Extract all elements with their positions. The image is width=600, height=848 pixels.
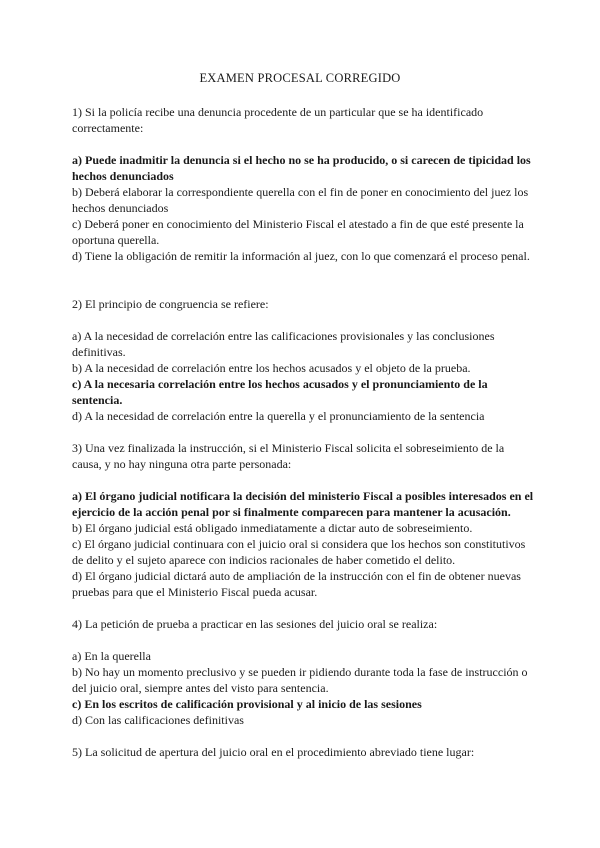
answer-correct: a) El órgano judicial notificara la decisión del ministerio Fiscal a posibles interesados en el ejercicio de la acción penal por si finalmente comparecen para mantener la acusación. [72,489,534,519]
answer-option: b) No hay un momento preclusivo y se pueden ir pidiendo durante toda la fase de instrucción o del juicio oral, siempre antes del visto para sentencia. [72,665,528,695]
question-text: 1) Si la policía recibe una denuncia procedente de un particular que se ha identificado correctamente: [72,105,484,135]
question-text: 3) Una vez finalizada la instrucción, si el Ministerio Fiscal solicita el sobreseimiento de la causa, y no hay ninguna otra parte personada: [72,441,505,471]
answer-option: c) El órgano judicial continuara con el juicio oral si considera que los hechos son constitutivos de delito y el sujeto aparece con indicios racionales de haber cometido el delito. [72,537,526,567]
answers-3 [72,488,534,600]
answer-option: d) Con las calificaciones definitivas [72,713,244,727]
answer-option: b) El órgano judicial está obligado inmediatamente a dictar auto de sobreseimiento. [72,521,473,535]
answer-option: d) Tiene la obligación de remitir la información al juez, con lo que comenzará el proceso penal. [72,249,530,263]
answer-option: d) El órgano judicial dictará auto de ampliación de la instrucción con el fin de obtener nuevas pruebas para que el Ministerio Fiscal pueda acusar. [72,569,521,599]
question-text: 4) La petición de prueba a practicar en las sesiones del juicio oral se realiza: [72,617,438,631]
answer-correct: a) Puede inadmitir la denuncia si el hecho no se ha producido, o si carecen de tipicidad los hechos denunciados [72,153,531,183]
answer-option: c) Deberá poner en conocimiento del Ministerio Fiscal el atestado a fin de que esté presente la oportuna querella. [72,217,524,247]
question-3 [72,440,534,472]
answers-4 [72,648,534,728]
answer-option: b) A la necesidad de correlación entre los hechos acusados y el objeto de la prueba. [72,361,471,375]
answers-2 [72,328,534,424]
answer-correct: c) A la necesaria correlación entre los hechos acusados y el pronunciamiento de la sentencia. [72,377,488,407]
answer-option: b) Deberá elaborar la correspondiente querella con el fin de poner en conocimiento del juez los hechos denunciados [72,185,529,215]
question-text: 2) El principio de congruencia se refiere: [72,297,269,311]
answer-option: a) A la necesidad de correlación entre las calificaciones provisionales y las conclusiones definitivas. [72,329,495,359]
question-5 [72,744,534,760]
question-1 [72,104,534,136]
answer-option: a) En la querella [72,649,151,663]
question-2 [72,296,534,312]
answer-correct: c) En los escritos de calificación provisional y al inicio de las sesiones [72,697,422,711]
question-4 [72,616,534,632]
question-text: 5) La solicitud de apertura del juicio oral en el procedimiento abreviado tiene lugar: [72,745,475,759]
answer-option: d) A la necesidad de correlación entre la querella y el pronunciamiento de la sentencia [72,409,485,423]
page-title: EXAMEN PROCESAL CORREGIDO [199,71,401,85]
answers-1 [72,152,534,264]
